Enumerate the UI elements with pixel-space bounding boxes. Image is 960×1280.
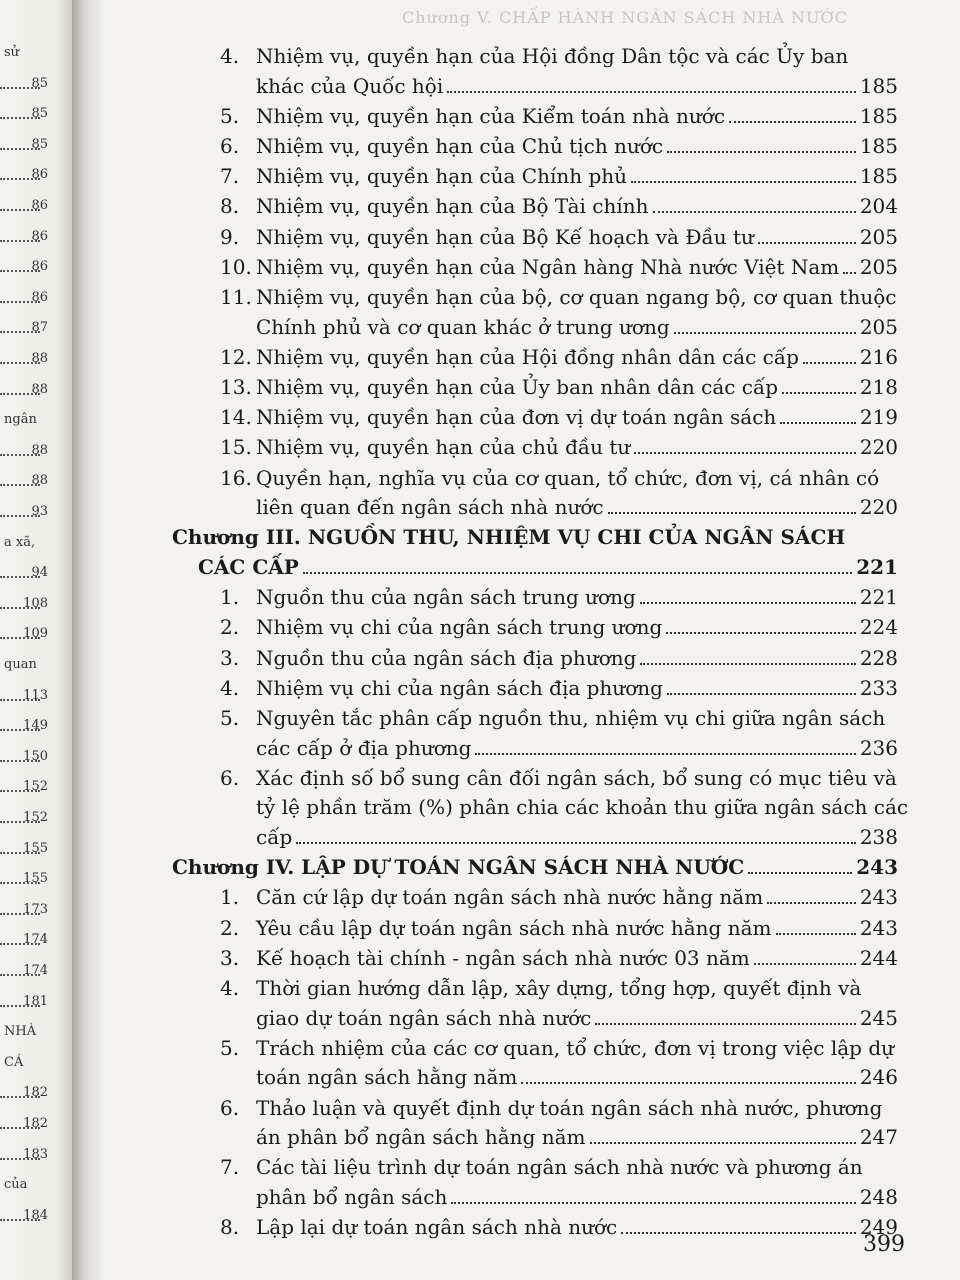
facing-page-line bbox=[0, 101, 72, 123]
toc-page-number: 221 bbox=[856, 554, 898, 579]
facing-page-number: 86 bbox=[31, 228, 48, 244]
toc-entry-number: 6. bbox=[220, 1095, 240, 1120]
facing-page-line bbox=[0, 224, 72, 246]
toc-entry-title: Nguyên tắc phân cấp nguồn thu, nhiệm vụ chi giữa ngân sách bbox=[256, 706, 886, 730]
toc-page-number: 233 bbox=[859, 675, 898, 700]
facing-page-number: 85 bbox=[31, 75, 48, 91]
toc-entry-title: Nhiệm vụ, quyền hạn của Chủ tịch nước bbox=[256, 134, 664, 158]
facing-page-number: 94 bbox=[31, 565, 48, 581]
toc-page-number: 238 bbox=[859, 824, 898, 849]
toc-entry-number: 12. bbox=[220, 344, 252, 369]
toc-entry-number: 7. bbox=[220, 1155, 240, 1180]
toc-entry-title: Nhiệm vụ, quyền hạn của Bộ Tài chính bbox=[256, 194, 649, 219]
toc-entry-number: 4. bbox=[220, 44, 240, 68]
toc-leader-dots bbox=[590, 1142, 856, 1144]
toc-entry-title: Nhiệm vụ, quyền hạn của chủ đầu tư bbox=[256, 435, 631, 460]
facing-page-line bbox=[0, 591, 72, 613]
toc-entry-title: giao dự toán ngân sách nhà nước bbox=[256, 1005, 592, 1030]
toc-leader-dots bbox=[754, 963, 856, 965]
toc-page bbox=[102, 0, 960, 1280]
toc-entry-number: 8. bbox=[220, 1215, 240, 1240]
toc-page-number: 205 bbox=[859, 314, 898, 339]
facing-page-line bbox=[0, 1203, 72, 1225]
facing-page-number: 88 bbox=[31, 351, 48, 366]
facing-page-line bbox=[0, 621, 72, 643]
toc-chapter-title: Chương III. NGUỒN THU, NHIỆM VỤ CHI CỦA NGÂN SÁCH bbox=[172, 525, 846, 550]
toc-entry-number: 10. bbox=[220, 254, 252, 279]
page-number: 399 bbox=[863, 1232, 905, 1257]
facing-page-number: 86 bbox=[31, 259, 48, 275]
toc-entry-number: 15. bbox=[220, 435, 252, 460]
facing-page-number: 174 bbox=[23, 932, 48, 948]
facing-page-number: 109 bbox=[23, 626, 48, 642]
facing-page-line bbox=[0, 499, 72, 521]
toc-entry-title: Lập lại dự toán ngân sách nhà nước bbox=[256, 1215, 618, 1240]
facing-page-line bbox=[0, 315, 72, 337]
facing-page-word: của bbox=[4, 1177, 28, 1193]
facing-page-line bbox=[0, 1142, 72, 1164]
facing-page-word: NHÀ bbox=[4, 1024, 37, 1040]
toc-leader-dots bbox=[758, 242, 856, 244]
toc-leader-dots bbox=[667, 151, 856, 153]
toc-entry-number: 5. bbox=[220, 1035, 240, 1060]
toc-entry-title: Nhiệm vụ, quyền hạn của Bộ Kế hoạch và Đầu tư bbox=[256, 224, 754, 249]
toc-page-number: 185 bbox=[859, 164, 898, 189]
facing-page-line bbox=[0, 530, 72, 552]
toc-page-number: 243 bbox=[859, 885, 898, 910]
facing-page-line bbox=[0, 193, 72, 215]
toc-page-number: 221 bbox=[859, 585, 898, 610]
facing-page-number: 85 bbox=[31, 106, 48, 122]
facing-page-number: 108 bbox=[23, 595, 48, 611]
toc-leader-dots bbox=[621, 1232, 856, 1234]
toc-entry-number: 7. bbox=[220, 164, 240, 189]
toc-entry-title: tỷ lệ phần trăm (%) phân chia các khoản thu giữa ngân sách các bbox=[256, 795, 909, 820]
toc-entry-title: Nhiệm vụ chi của ngân sách trung ương bbox=[256, 615, 663, 640]
toc-entry-title: Thời gian hướng dẫn lập, xây dựng, tổng hợp, quyết định và bbox=[256, 976, 862, 1000]
toc-entry-number: 5. bbox=[220, 706, 240, 730]
toc-entry-title: Nhiệm vụ, quyền hạn của Kiểm toán nhà nước bbox=[256, 103, 726, 128]
toc-leader-dots bbox=[631, 181, 856, 183]
facing-page-number: 149 bbox=[23, 718, 48, 734]
toc-page-number: 247 bbox=[859, 1125, 898, 1150]
toc-page-number: 236 bbox=[859, 735, 898, 760]
facing-page-line bbox=[0, 468, 72, 490]
facing-page-line bbox=[0, 744, 72, 766]
facing-page-number: 183 bbox=[23, 1146, 48, 1162]
toc-entry-title: Nhiệm vụ, quyền hạn của Ngân hàng Nhà nước Việt Nam bbox=[256, 254, 840, 279]
toc-page-number: 185 bbox=[859, 73, 898, 98]
toc-chapter-title: CÁC CẤP bbox=[198, 554, 299, 579]
toc-entry-title: Nhiệm vụ, quyền hạn của bộ, cơ quan ngang bộ, cơ quan thuộc bbox=[256, 285, 897, 309]
toc-entry-number: 16. bbox=[220, 465, 252, 490]
toc-entry-title: Chính phủ và cơ quan khác ở trung ương bbox=[256, 314, 670, 339]
toc-entry-title: Nhiệm vụ, quyền hạn của đơn vị dự toán ngân sách bbox=[256, 405, 777, 430]
facing-page-word: a xã, bbox=[4, 534, 36, 550]
facing-page-number: 152 bbox=[23, 779, 48, 795]
toc-entry-number: 3. bbox=[220, 945, 240, 970]
toc-entry-number: 4. bbox=[220, 976, 240, 1000]
toc-entry-number: 1. bbox=[220, 885, 240, 910]
toc-leader-dots bbox=[780, 422, 856, 424]
toc-entry-title: Nhiệm vụ, quyền hạn của Hội đồng nhân dân các cấp bbox=[256, 344, 799, 369]
toc-entry-title: Kế hoạch tài chính - ngân sách nhà nước 03 năm bbox=[256, 945, 750, 970]
facing-page-line bbox=[0, 40, 72, 62]
facing-page-line bbox=[0, 285, 72, 307]
toc-page-number: 244 bbox=[859, 945, 898, 970]
toc-page-number: 245 bbox=[859, 1005, 898, 1030]
toc-page-number: 219 bbox=[859, 405, 898, 430]
facing-page-number: 155 bbox=[23, 840, 48, 856]
facing-page-line bbox=[0, 774, 72, 796]
facing-page-number: 85 bbox=[31, 136, 48, 152]
facing-page-line bbox=[0, 866, 72, 888]
facing-page-number: 113 bbox=[23, 687, 48, 703]
toc-entry-number: 13. bbox=[220, 375, 252, 399]
toc-page-number: 248 bbox=[859, 1184, 898, 1209]
facing-page-line bbox=[0, 1172, 72, 1194]
facing-page-line bbox=[0, 438, 72, 460]
toc-page-number: 185 bbox=[859, 103, 898, 128]
facing-page-line bbox=[0, 346, 72, 368]
toc-entry-title: Thảo luận và quyết định dự toán ngân sách nhà nước, phương bbox=[256, 1095, 883, 1120]
toc-entry-title: Nhiệm vụ, quyền hạn của Hội đồng Dân tộc và các Ủy ban bbox=[256, 44, 849, 68]
toc-leader-dots bbox=[729, 121, 856, 123]
toc-leader-dots bbox=[634, 452, 856, 454]
facing-page-number: 87 bbox=[31, 320, 48, 336]
toc-entry-title: phân bổ ngân sách bbox=[256, 1184, 448, 1209]
toc-page-number: 246 bbox=[859, 1065, 898, 1090]
toc-entry-number: 5. bbox=[220, 103, 240, 128]
toc-leader-dots bbox=[667, 693, 856, 695]
toc-leader-dots bbox=[776, 933, 856, 935]
toc-entry-title: Nguồn thu của ngân sách địa phương bbox=[256, 645, 637, 670]
facing-page-line bbox=[0, 1080, 72, 1102]
facing-page-line bbox=[0, 254, 72, 276]
toc-entry-number: 6. bbox=[220, 134, 240, 158]
facing-page-word: quan bbox=[4, 657, 37, 672]
facing-page-number: 173 bbox=[23, 901, 48, 917]
facing-page-line bbox=[0, 377, 72, 399]
toc-entry-title: cấp bbox=[256, 824, 293, 849]
toc-leader-dots bbox=[451, 1202, 855, 1204]
toc-page-number: 185 bbox=[859, 134, 898, 158]
toc-leader-dots bbox=[640, 663, 855, 665]
facing-page-number: 174 bbox=[23, 963, 48, 978]
facing-page-line bbox=[0, 989, 72, 1011]
facing-page-number: 93 bbox=[31, 504, 48, 519]
toc-entry-number: 2. bbox=[220, 915, 240, 940]
toc-entry-number: 14. bbox=[220, 405, 252, 430]
facing-page-line bbox=[0, 897, 72, 919]
toc-leader-dots bbox=[595, 1023, 855, 1025]
toc-entry-number: 8. bbox=[220, 194, 240, 219]
facing-page-line bbox=[0, 71, 72, 93]
facing-page-line bbox=[0, 1111, 72, 1133]
toc-page-number: 243 bbox=[856, 855, 898, 880]
toc-page-number: 243 bbox=[859, 915, 898, 940]
facing-page-line bbox=[0, 713, 72, 735]
facing-page-number: 88 bbox=[31, 473, 48, 489]
toc-leader-dots bbox=[640, 602, 856, 604]
facing-page-number: 182 bbox=[23, 1085, 48, 1101]
toc-leader-dots bbox=[674, 332, 856, 334]
toc-page-number: 228 bbox=[859, 645, 898, 670]
facing-page-line bbox=[0, 1019, 72, 1041]
toc-page-number: 249 bbox=[859, 1215, 898, 1240]
toc-leader-dots bbox=[767, 902, 856, 904]
toc-entry-title: Trách nhiệm của các cơ quan, tổ chức, đơn vị trong việc lập dự bbox=[256, 1035, 895, 1060]
toc-page-number: 220 bbox=[859, 495, 898, 520]
toc-entry-title: Căn cứ lập dự toán ngân sách nhà nước hằng năm bbox=[256, 885, 764, 910]
facing-page-number: 184 bbox=[23, 1207, 48, 1223]
toc-page-number: 218 bbox=[859, 375, 898, 399]
facing-page-number: 88 bbox=[31, 442, 48, 458]
toc-entry-title: Nhiệm vụ, quyền hạn của Chính phủ bbox=[256, 164, 628, 189]
facing-page-line bbox=[0, 805, 72, 827]
toc-chapter-title: Chương IV. LẬP DỰ TOÁN NGÂN SÁCH NHÀ NƯỚC bbox=[172, 855, 745, 880]
facing-page-line bbox=[0, 958, 72, 980]
facing-page-number: 182 bbox=[23, 1116, 48, 1131]
facing-page-word: ngân bbox=[4, 412, 37, 428]
toc-leader-dots bbox=[748, 872, 852, 874]
facing-page-line bbox=[0, 683, 72, 705]
toc-entry-title: án phân bổ ngân sách hằng năm bbox=[256, 1125, 586, 1150]
toc-page-number: 216 bbox=[859, 344, 898, 369]
facing-page-word: sử bbox=[4, 45, 20, 60]
bleed-through-header: Chương V. CHẤP HÀNH NGÂN SÁCH NHÀ NƯỚC bbox=[402, 8, 848, 27]
facing-page-number: 155 bbox=[23, 871, 48, 887]
toc-entry-title: Các tài liệu trình dự toán ngân sách nhà nước và phương án bbox=[256, 1155, 863, 1180]
toc-entry-number: 9. bbox=[220, 224, 240, 249]
toc-page-number: 204 bbox=[859, 194, 898, 219]
toc-entry-title: toán ngân sách hằng năm bbox=[256, 1065, 518, 1090]
book-gutter bbox=[72, 0, 102, 1280]
toc-entry-title: Nhiệm vụ chi của ngân sách địa phương bbox=[256, 675, 663, 700]
toc-entry-title: Nhiệm vụ, quyền hạn của Ủy ban nhân dân các cấp bbox=[256, 375, 779, 399]
facing-page-number: 152 bbox=[23, 810, 48, 825]
toc-leader-dots bbox=[782, 392, 856, 394]
toc-leader-dots bbox=[803, 362, 856, 364]
toc-leader-dots bbox=[303, 572, 852, 574]
toc-entry-title: Quyền hạn, nghĩa vụ của cơ quan, tổ chức, đơn vị, cá nhân có bbox=[256, 465, 880, 490]
facing-page-line bbox=[0, 162, 72, 184]
toc-entry-title: liên quan đến ngân sách nhà nước bbox=[256, 495, 604, 520]
facing-page-number: 181 bbox=[23, 993, 48, 1009]
toc-leader-dots bbox=[666, 632, 856, 634]
toc-leader-dots bbox=[608, 512, 856, 514]
toc-page-number: 205 bbox=[859, 254, 898, 279]
facing-page-line bbox=[0, 132, 72, 154]
toc-entry-number: 11. bbox=[220, 285, 252, 309]
facing-page-number: 86 bbox=[31, 198, 48, 213]
toc-page-number: 224 bbox=[859, 615, 898, 640]
toc-entry-number: 4. bbox=[220, 675, 240, 700]
toc-entry-title: khác của Quốc hội bbox=[256, 73, 444, 98]
facing-page-line bbox=[0, 652, 72, 674]
toc-entry-number: 2. bbox=[220, 615, 240, 640]
facing-page-word: CÁ bbox=[4, 1054, 24, 1070]
facing-page-line bbox=[0, 927, 72, 949]
toc-entry-title: các cấp ở địa phương bbox=[256, 735, 472, 760]
facing-page-number: 88 bbox=[31, 381, 48, 397]
toc-entry-number: 1. bbox=[220, 585, 240, 610]
facing-page-line bbox=[0, 1050, 72, 1072]
toc-entry-title: Xác định số bổ sung cân đối ngân sách, bổ sung có mục tiêu và bbox=[256, 765, 897, 790]
toc-entry-title: Nguồn thu của ngân sách trung ương bbox=[256, 585, 636, 610]
toc-entry-number: 6. bbox=[220, 765, 240, 790]
toc-leader-dots bbox=[475, 753, 855, 755]
facing-page-number: 150 bbox=[23, 748, 48, 764]
toc-leader-dots bbox=[843, 272, 856, 274]
toc-entry-title: Yêu cầu lập dự toán ngân sách nhà nước hằng năm bbox=[256, 915, 772, 940]
toc-leader-dots bbox=[521, 1082, 855, 1084]
toc-page-number: 205 bbox=[859, 224, 898, 249]
facing-page-edge bbox=[0, 0, 72, 1280]
facing-page-line bbox=[0, 560, 72, 582]
toc-leader-dots bbox=[653, 211, 856, 213]
toc-leader-dots bbox=[296, 842, 856, 844]
facing-page-line bbox=[0, 407, 72, 429]
facing-page-number: 86 bbox=[31, 289, 48, 305]
facing-page-line bbox=[0, 836, 72, 858]
toc-page-number: 220 bbox=[859, 435, 898, 460]
facing-page-number: 86 bbox=[31, 167, 48, 183]
toc-leader-dots bbox=[447, 91, 856, 93]
toc-entry-number: 3. bbox=[220, 645, 240, 670]
